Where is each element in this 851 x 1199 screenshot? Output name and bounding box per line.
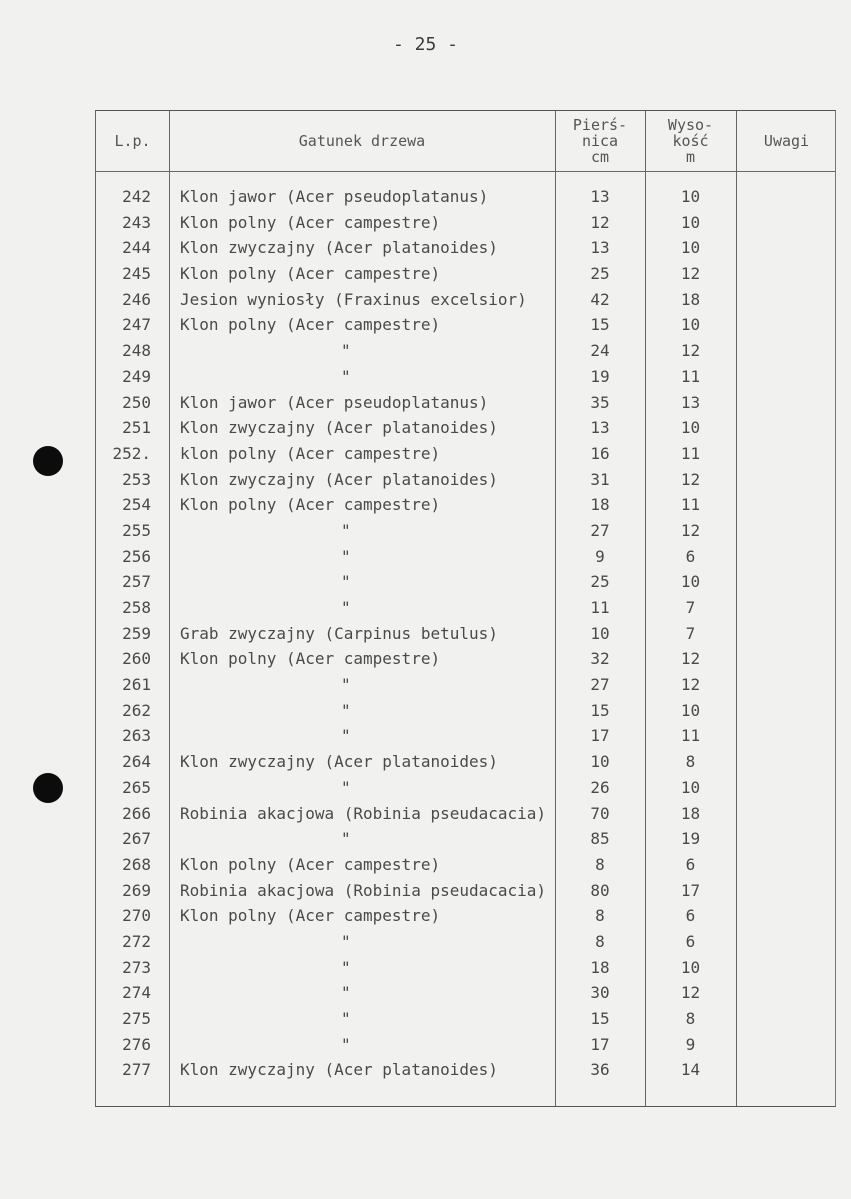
species-name: Klon zwyczajny (Acer platanoides) — [180, 238, 498, 258]
header-dbh-line: nica — [581, 132, 619, 150]
table-row — [96, 261, 837, 287]
dbh-value: 13 — [590, 238, 610, 258]
dbh-value: 10 — [590, 623, 610, 643]
species-name: Klon polny (Acer campestre) — [180, 495, 441, 515]
header-height-line: Wyso- — [667, 116, 714, 134]
table-row — [96, 801, 837, 827]
height-value: 12 — [680, 675, 701, 695]
dbh-value: 25 — [590, 264, 610, 284]
dbh-value: 15 — [590, 1009, 610, 1028]
ditto-mark: " — [341, 829, 351, 849]
species-name: Grab zwyczajny (Carpinus betulus) — [180, 623, 498, 643]
species-name: klon polny (Acer campestre) — [180, 443, 441, 463]
height-value: 11 — [680, 726, 701, 746]
row-number: 273 — [122, 957, 151, 977]
dbh-value: 17 — [590, 1034, 610, 1054]
height-value: 7 — [685, 598, 696, 617]
dbh-value: 17 — [590, 726, 610, 746]
species-name: Klon jawor (Acer pseudoplatanus) — [180, 187, 489, 206]
table-row — [96, 775, 837, 801]
header-height — [645, 111, 736, 171]
height-value: 9 — [685, 1034, 696, 1054]
height-value: 10 — [680, 187, 701, 206]
species-name: Klon zwyczajny (Acer platanoides) — [180, 418, 498, 438]
punch-hole — [33, 446, 63, 476]
table-row — [96, 390, 837, 416]
table-row — [96, 544, 837, 570]
row-number: 268 — [122, 854, 151, 874]
row-number: 243 — [122, 212, 151, 232]
dbh-value: 30 — [590, 983, 610, 1003]
height-value: 10 — [680, 238, 701, 258]
row-number: 247 — [122, 315, 151, 335]
table-row — [96, 235, 837, 261]
table-row — [96, 749, 837, 775]
height-value: 11 — [680, 495, 701, 515]
table-row — [96, 955, 837, 981]
row-number: 270 — [122, 906, 151, 926]
dbh-value: 70 — [590, 803, 610, 823]
species-name: Klon polny (Acer campestre) — [180, 264, 441, 284]
table-row — [96, 569, 837, 595]
species-name: Klon polny (Acer campestre) — [180, 315, 441, 335]
row-number: 253 — [122, 469, 151, 489]
table-row — [96, 929, 837, 955]
dbh-value: 42 — [590, 289, 610, 309]
punch-hole — [33, 773, 63, 803]
dbh-value: 19 — [590, 366, 610, 386]
ditto-mark: " — [341, 572, 351, 592]
row-number: 265 — [122, 777, 151, 797]
height-value: 10 — [680, 957, 701, 977]
table-row — [96, 210, 837, 236]
height-value: 11 — [680, 443, 701, 463]
row-number: 269 — [122, 880, 151, 900]
ditto-mark: " — [341, 341, 351, 361]
dbh-value: 27 — [590, 520, 610, 540]
table-row — [96, 1006, 837, 1032]
ditto-mark: " — [341, 1009, 351, 1028]
row-number: 272 — [122, 931, 151, 951]
row-number: 266 — [122, 803, 151, 823]
table-row — [96, 312, 837, 338]
dbh-value: 26 — [590, 777, 610, 797]
row-number: 252. — [112, 443, 151, 463]
header-dbh — [555, 111, 645, 171]
height-value: 6 — [685, 931, 696, 951]
height-value: 12 — [680, 520, 701, 540]
row-number: 244 — [122, 238, 151, 258]
ditto-mark: " — [341, 726, 351, 746]
dbh-value: 15 — [590, 315, 610, 335]
height-value: 14 — [680, 1060, 701, 1080]
table-row — [96, 852, 837, 878]
height-value: 6 — [685, 854, 696, 874]
height-value: 8 — [685, 1009, 696, 1028]
row-number: 249 — [122, 366, 151, 386]
height-value: 6 — [685, 546, 696, 566]
row-number: 256 — [122, 546, 151, 566]
page-number: - 25 - — [392, 34, 459, 55]
header-dbh-line: Pierś- — [572, 116, 628, 134]
height-value: 12 — [680, 264, 701, 284]
height-value: 19 — [680, 829, 701, 849]
dbh-value: 16 — [590, 443, 610, 463]
height-value: 10 — [680, 700, 701, 720]
tree-inventory-table — [95, 110, 836, 1107]
species-name: Robinia akacjowa (Robinia pseudacacia) — [180, 803, 547, 823]
species-name: Klon polny (Acer campestre) — [180, 649, 441, 669]
row-number: 263 — [122, 726, 151, 746]
dbh-value: 8 — [595, 906, 605, 926]
height-value: 10 — [680, 315, 701, 335]
ditto-mark: " — [341, 957, 351, 977]
table-row — [96, 338, 837, 364]
table-row — [96, 698, 837, 724]
row-number: 245 — [122, 264, 151, 284]
table-row — [96, 364, 837, 390]
row-number: 264 — [122, 752, 151, 772]
ditto-mark: " — [341, 1034, 351, 1054]
ditto-mark: " — [341, 598, 351, 617]
dbh-value: 13 — [590, 418, 610, 438]
ditto-mark: " — [341, 520, 351, 540]
ditto-mark: " — [341, 546, 351, 566]
row-number: 277 — [122, 1060, 151, 1080]
dbh-value: 32 — [590, 649, 610, 669]
height-value: 10 — [680, 572, 701, 592]
height-value: 7 — [685, 623, 696, 643]
height-value: 10 — [680, 418, 701, 438]
height-value: 17 — [680, 880, 701, 900]
table-row — [96, 723, 837, 749]
height-value: 8 — [685, 752, 696, 772]
ditto-mark: " — [341, 675, 351, 695]
header-height-line: kość — [672, 132, 709, 150]
dbh-value: 35 — [590, 392, 610, 412]
dbh-value: 11 — [590, 598, 610, 617]
table-row — [96, 287, 837, 313]
table-row — [96, 980, 837, 1006]
dbh-value: 15 — [590, 700, 610, 720]
height-value: 12 — [680, 983, 701, 1003]
row-number: 275 — [122, 1009, 151, 1028]
dbh-value: 36 — [590, 1060, 610, 1080]
header-dbh-unit: cm — [590, 148, 610, 166]
dbh-value: 12 — [590, 212, 610, 232]
header-height-unit: m — [685, 148, 696, 166]
row-number: 250 — [122, 392, 151, 412]
table-row — [96, 1032, 837, 1058]
table-row — [96, 184, 837, 210]
ditto-mark: " — [341, 700, 351, 720]
species-name: Klon polny (Acer campestre) — [180, 854, 441, 874]
dbh-value: 18 — [590, 495, 610, 515]
height-value: 10 — [680, 212, 701, 232]
dbh-value: 85 — [590, 829, 610, 849]
row-number: 248 — [122, 341, 151, 361]
row-number: 267 — [122, 829, 151, 849]
row-number: 242 — [122, 187, 151, 206]
species-name: Klon polny (Acer campestre) — [180, 212, 441, 232]
dbh-value: 18 — [590, 957, 610, 977]
species-name: Klon zwyczajny (Acer platanoides) — [180, 469, 498, 489]
ditto-mark: " — [341, 983, 351, 1003]
dbh-value: 80 — [590, 880, 610, 900]
dbh-value: 8 — [595, 931, 605, 951]
row-number: 261 — [122, 675, 151, 695]
row-number: 255 — [122, 520, 151, 540]
dbh-value: 13 — [590, 187, 610, 206]
height-value: 12 — [680, 649, 701, 669]
height-value: 10 — [680, 777, 701, 797]
ditto-mark: " — [341, 931, 351, 951]
table-row — [96, 826, 837, 852]
row-number: 254 — [122, 495, 151, 515]
table-row — [96, 441, 837, 467]
row-number: 251 — [122, 418, 151, 438]
species-name: Klon jawor (Acer pseudoplatanus) — [180, 392, 489, 412]
header-notes: Uwagi — [763, 132, 810, 150]
dbh-value: 31 — [590, 469, 610, 489]
dbh-value: 10 — [590, 752, 610, 772]
table-row — [96, 621, 837, 647]
height-value: 11 — [680, 366, 701, 386]
species-name: Klon polny (Acer campestre) — [180, 906, 441, 926]
species-name: Jesion wyniosły (Fraxinus excelsior) — [180, 289, 527, 309]
table-row — [96, 646, 837, 672]
dbh-value: 8 — [595, 854, 605, 874]
table-row — [96, 518, 837, 544]
header-species: Gatunek drzewa — [298, 132, 426, 150]
table-row — [96, 878, 837, 904]
header-lp: L.p. — [114, 132, 151, 150]
table-row — [96, 467, 837, 493]
row-number: 246 — [122, 289, 151, 309]
row-number: 276 — [122, 1034, 151, 1054]
height-value: 18 — [680, 289, 701, 309]
height-value: 12 — [680, 469, 701, 489]
table-row — [96, 492, 837, 518]
dbh-value: 24 — [590, 341, 610, 361]
row-number: 274 — [122, 983, 151, 1003]
row-number: 258 — [122, 598, 151, 617]
species-name: Klon zwyczajny (Acer platanoides) — [180, 1060, 498, 1080]
dbh-value: 25 — [590, 572, 610, 592]
dbh-value: 9 — [595, 546, 605, 566]
table-row — [96, 415, 837, 441]
ditto-mark: " — [341, 777, 351, 797]
dbh-value: 27 — [590, 675, 610, 695]
row-number: 262 — [122, 700, 151, 720]
height-value: 12 — [680, 341, 701, 361]
row-number: 260 — [122, 649, 151, 669]
table-body — [96, 184, 837, 1083]
table-row — [96, 595, 837, 621]
header-divider — [96, 171, 835, 172]
table-row — [96, 672, 837, 698]
species-name: Klon zwyczajny (Acer platanoides) — [180, 752, 498, 772]
row-number: 257 — [122, 572, 151, 592]
table-row — [96, 903, 837, 929]
species-name: Robinia akacjowa (Robinia pseudacacia) — [180, 880, 547, 900]
height-value: 6 — [685, 906, 696, 926]
table-row — [96, 1057, 837, 1083]
height-value: 13 — [680, 392, 701, 412]
ditto-mark: " — [341, 366, 351, 386]
height-value: 18 — [680, 803, 701, 823]
row-number: 259 — [122, 623, 151, 643]
